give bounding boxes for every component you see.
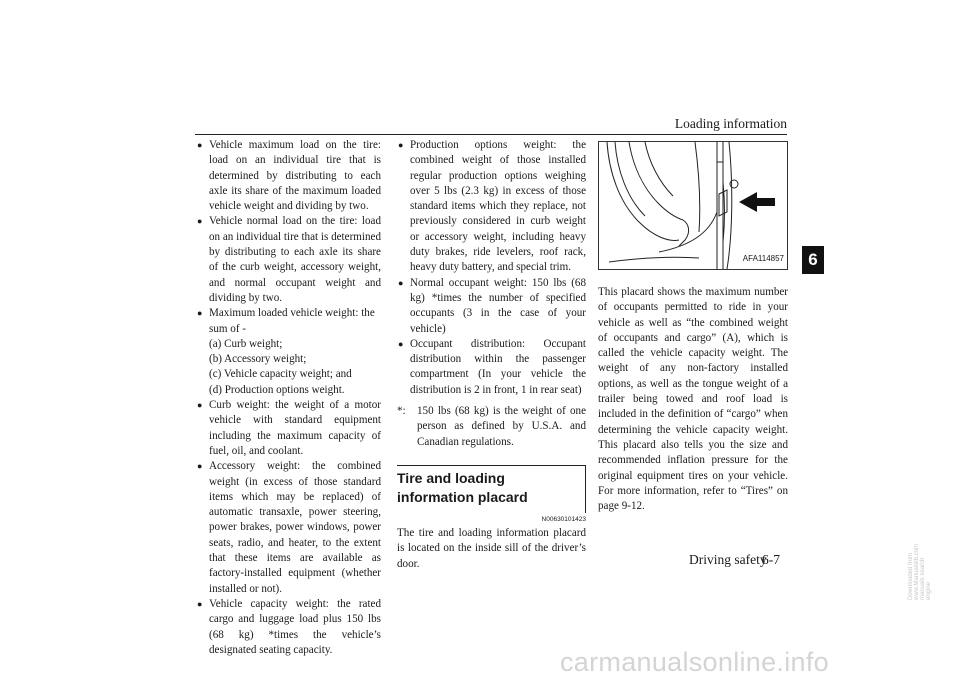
footer-section-title: Driving safety	[689, 552, 767, 567]
side-watermark: Downloaded from www.Manualslib.com manuals search engine	[908, 543, 932, 600]
bullet-curb-weight: ● Curb weight: the weight of a motor vehicle with standard equipment including the maximum capacity of fuel, oil, and coolant.	[196, 398, 381, 459]
list-item-c: (c) Vehicle capacity weight; and	[209, 368, 352, 381]
placard-description: This placard shows the maximum number of occupants permitted to ride in your vehicle as well as “the combined weight of occupants and cargo” (A), which is called the vehicle capacity weight. The weight of any non-factory installed options, as well as the tongue weight of a trailer being towed and roof load is included in the definition of “cargo” when determining the vehicle capacity weight. This placard also tells you the size and recommended inflation pressure for the original equipment tires on your vehicle. For more information, refer to “Tires” on page 9-12.	[598, 286, 788, 513]
footnote-mark: *:	[397, 405, 406, 418]
section-paragraph: The tire and loading information placard is located on the inside sill of the driver’s door.	[397, 526, 586, 570]
section-heading: Tire and loading information placard	[397, 465, 586, 513]
column-left	[196, 138, 381, 658]
page-number: 6-7	[762, 552, 780, 567]
watermark: carmanualsonline.info	[560, 647, 829, 677]
bullet-production-options-weight: ● Production options weight: the combined weight of those installed regular production options weighing over 5 lbs (2.3 kg) in excess of those standard items which they replace, not previously considered in curb weight or accessory weight, including heavy duty brakes, ride levelers, roof rack, heavy duty battery, and special trim.	[397, 138, 586, 276]
bullet-vehicle-capacity-weight: ● Vehicle capacity weight: the rated cargo and luggage load plus 150 lbs (68 kg) *times the vehicle’s designated seating capacity.	[196, 597, 381, 658]
bullet-occupant-distribution: ● Occupant distribution: Occupant distribution within the passenger compartment (In your vehicle the distribution is 2 in front, 1 in rear seat)	[397, 337, 586, 398]
list-item-b: (b) Accessory weight;	[209, 353, 307, 366]
bullet-normal-occupant-weight: ● Normal occupant weight: 150 lbs (68 kg) *times the number of specified occupants (3 in the case of your vehicle)	[397, 276, 586, 337]
section-code: N00630101423	[541, 515, 586, 523]
list-item-a: (a) Curb weight;	[209, 337, 283, 350]
placard-location-figure	[598, 141, 788, 270]
footnote	[397, 404, 586, 450]
bullet-accessory-weight: ● Accessory weight: the combined weight (in excess of those standard items which may be replaced) of automatic transaxle, power steering, power brakes, power windows, power seats, radio, and heater, to the extent that these items are available as factory-installed equipment (whether installed or not).	[196, 459, 381, 597]
column-middle	[397, 138, 586, 572]
footnote-text: 150 lbs (68 kg) is the weight of one person as defined by U.S.A. and Canadian regulations.	[417, 405, 586, 448]
bullet-vehicle-normal-load: ● Vehicle normal load on the tire: load on an individual tire that is determined by distributing to each axle its share of the curb weight, accessory weight, and normal occupant weight and dividing by two.	[196, 214, 381, 306]
figure-label: AFA114857	[742, 253, 784, 263]
bullet-vehicle-maximum-load: ● Vehicle maximum load on the tire: load on an individual tire that is determined by distributing to each axle its share of the maximum loaded vehicle weight and dividing by two.	[196, 138, 381, 214]
column-right	[598, 138, 788, 514]
header-title: Loading information	[674, 116, 787, 131]
chapter-tab: 6	[802, 246, 824, 274]
arrow-icon	[739, 192, 775, 212]
list-item-d: (d) Production options weight.	[209, 383, 345, 396]
bullet-text: ● Maximum loaded vehicle weight: the sum of -	[209, 307, 375, 335]
header-rule	[195, 134, 787, 135]
bullet-maximum-loaded-weight	[196, 306, 381, 398]
